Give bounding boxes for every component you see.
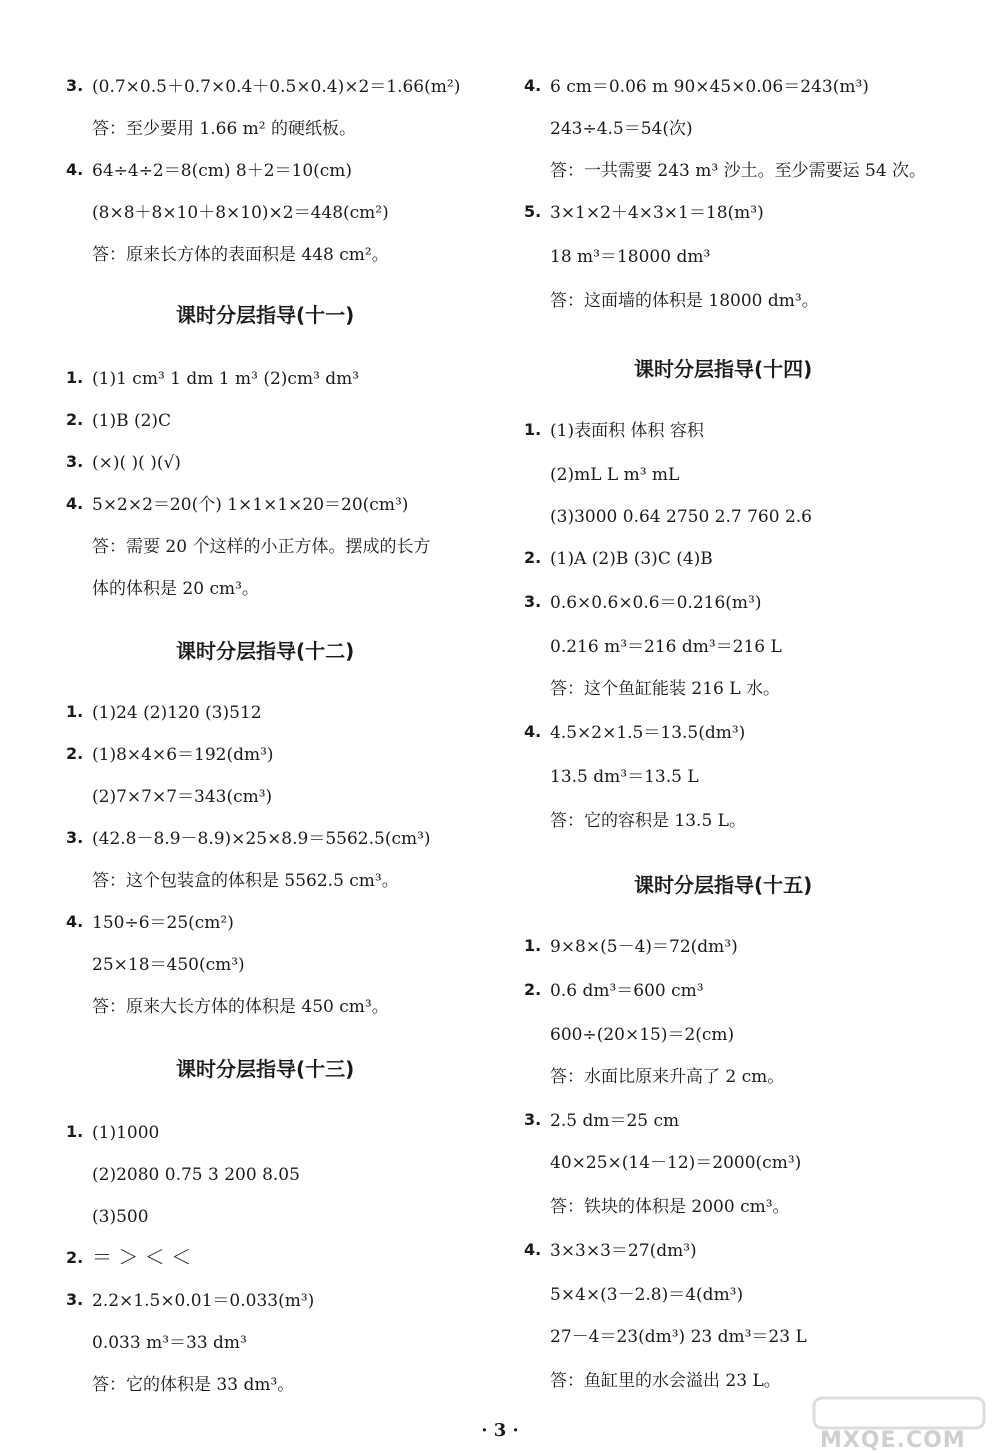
answer-line: (1)1000 xyxy=(92,1123,160,1143)
section-heading: 课时分层指导(十一) xyxy=(176,303,355,327)
section-heading: 课时分层指导(十五) xyxy=(634,873,813,897)
answer-line: 3×3×3＝27(dm³) xyxy=(550,1241,697,1261)
answer-line: 9×8×(5－4)＝72(dm³) xyxy=(550,937,738,957)
answer-line: (1)24 (2)120 (3)512 xyxy=(92,703,262,723)
answer-line: 5×2×2＝20(个) 1×1×1×20＝20(cm³) xyxy=(92,495,409,515)
question-number: 3. xyxy=(524,592,542,611)
question-number: 1. xyxy=(66,702,84,721)
question-number: 2. xyxy=(66,1248,84,1267)
answer-line: 0.216 m³＝216 dm³＝216 L xyxy=(550,637,782,657)
answer-line: (42.8－8.9－8.9)×25×8.9＝5562.5(cm³) xyxy=(92,829,431,849)
section-heading: 课时分层指导(十三) xyxy=(176,1057,355,1081)
question-number: 1. xyxy=(524,420,542,439)
answer-line: 答：它的容积是 13.5 L。 xyxy=(550,811,746,831)
answer-line: (2)7×7×7＝343(cm³) xyxy=(92,787,273,807)
answer-line: 25×18＝450(cm³) xyxy=(92,955,245,975)
answer-line: 答：一共需要 243 m³ 沙土。至少需要运 54 次。 xyxy=(550,161,927,181)
question-number: 1. xyxy=(66,1122,84,1141)
answer-line: (8×8＋8×10＋8×10)×2＝448(cm²) xyxy=(92,203,389,223)
answer-line: 64÷4÷2＝8(cm) 8＋2＝10(cm) xyxy=(92,161,353,181)
watermark-text: MXQE.COM xyxy=(820,1428,966,1453)
answer-line: 答：原来大长方体的体积是 450 cm³。 xyxy=(92,997,389,1017)
answer-line: 243÷4.5＝54(次) xyxy=(550,119,693,139)
answer-line: 27－4＝23(dm³) 23 dm³＝23 L xyxy=(550,1327,807,1347)
answer-line: (3)500 xyxy=(92,1207,149,1227)
answer-line: 答：这面墙的体积是 18000 dm³。 xyxy=(550,291,819,311)
answer-line: 答：铁块的体积是 2000 cm³。 xyxy=(550,1197,790,1217)
answer-line: 答：这个鱼缸能装 216 L 水。 xyxy=(550,679,780,699)
answer-line: 5×4×(3－2.8)＝4(dm³) xyxy=(550,1285,744,1305)
answer-line: 40×25×(14－12)＝2000(cm³) xyxy=(550,1153,802,1173)
answer-line: 答：鱼缸里的水会溢出 23 L。 xyxy=(550,1371,781,1391)
answer-line: 2.5 dm＝25 cm xyxy=(550,1111,680,1131)
question-number: 4. xyxy=(66,912,84,931)
answer-line: 0.033 m³＝33 dm³ xyxy=(92,1333,247,1353)
question-number: 2. xyxy=(66,410,84,429)
page-number: · 3 · xyxy=(481,1420,519,1441)
answer-line: 答：至少要用 1.66 m² 的硬纸板。 xyxy=(92,119,356,139)
question-number: 4. xyxy=(66,494,84,513)
answer-line: ＝ ＞ ＜ ＜ xyxy=(92,1245,192,1269)
answer-line: (2)mL L m³ mL xyxy=(550,465,680,485)
answer-line: 2.2×1.5×0.01＝0.033(m³) xyxy=(92,1291,315,1311)
question-number: 5. xyxy=(524,202,542,221)
answer-line: (1)表面积 体积 容积 xyxy=(550,421,704,441)
question-number: 3. xyxy=(66,828,84,847)
question-number: 3. xyxy=(66,1290,84,1309)
question-number: 3. xyxy=(66,452,84,471)
answer-line: (1)A (2)B (3)C (4)B xyxy=(550,549,713,569)
answer-line: (3)3000 0.64 2750 2.7 760 2.6 xyxy=(550,507,812,527)
answer-line: (0.7×0.5＋0.7×0.4＋0.5×0.4)×2＝1.66(m²) xyxy=(92,77,461,97)
question-number: 2. xyxy=(524,548,542,567)
question-number: 3. xyxy=(66,76,84,95)
question-number: 2. xyxy=(524,980,542,999)
answer-line: 150÷6＝25(cm²) xyxy=(92,913,234,933)
question-number: 1. xyxy=(66,368,84,387)
question-number: 4. xyxy=(524,1240,542,1259)
answer-line: 体的体积是 20 cm³。 xyxy=(92,579,259,599)
question-number: 3. xyxy=(524,1110,542,1129)
answer-line: 600÷(20×15)＝2(cm) xyxy=(550,1025,735,1045)
answer-line: 答：原来长方体的表面积是 448 cm²。 xyxy=(92,245,389,265)
answer-line: 答：它的体积是 33 dm³。 xyxy=(92,1375,295,1395)
section-heading: 课时分层指导(十四) xyxy=(634,357,813,381)
answer-line: 6 cm＝0.06 m 90×45×0.06＝243(m³) xyxy=(550,77,869,97)
answer-line: 答：这个包装盒的体积是 5562.5 cm³。 xyxy=(92,871,399,891)
question-number: 4. xyxy=(66,160,84,179)
answer-line: (×)( )( )(√) xyxy=(92,453,181,473)
question-number: 4. xyxy=(524,722,542,741)
answer-line: (1)B (2)C xyxy=(92,411,172,431)
question-number: 1. xyxy=(524,936,542,955)
answer-line: (1)8×4×6＝192(dm³) xyxy=(92,745,274,765)
question-number: 4. xyxy=(524,76,542,95)
section-heading: 课时分层指导(十二) xyxy=(176,639,355,663)
answer-line: (1)1 cm³ 1 dm 1 m³ (2)cm³ dm³ xyxy=(92,369,360,389)
answer-line: 答：需要 20 个这样的小正方体。摆成的长方 xyxy=(92,537,431,557)
answer-line: 答：水面比原来升高了 2 cm。 xyxy=(550,1067,785,1087)
answer-line: (2)2080 0.75 3 200 8.05 xyxy=(92,1165,300,1185)
question-number: 2. xyxy=(66,744,84,763)
answer-line: 13.5 dm³＝13.5 L xyxy=(550,767,699,787)
answer-line: 0.6×0.6×0.6＝0.216(m³) xyxy=(550,593,762,613)
answer-line: 18 m³＝18000 dm³ xyxy=(550,247,711,267)
answer-line: 4.5×2×1.5＝13.5(dm³) xyxy=(550,723,746,743)
answer-line: 0.6 dm³＝600 cm³ xyxy=(550,981,704,1001)
answer-line: 3×1×2＋4×3×1＝18(m³) xyxy=(550,203,764,223)
